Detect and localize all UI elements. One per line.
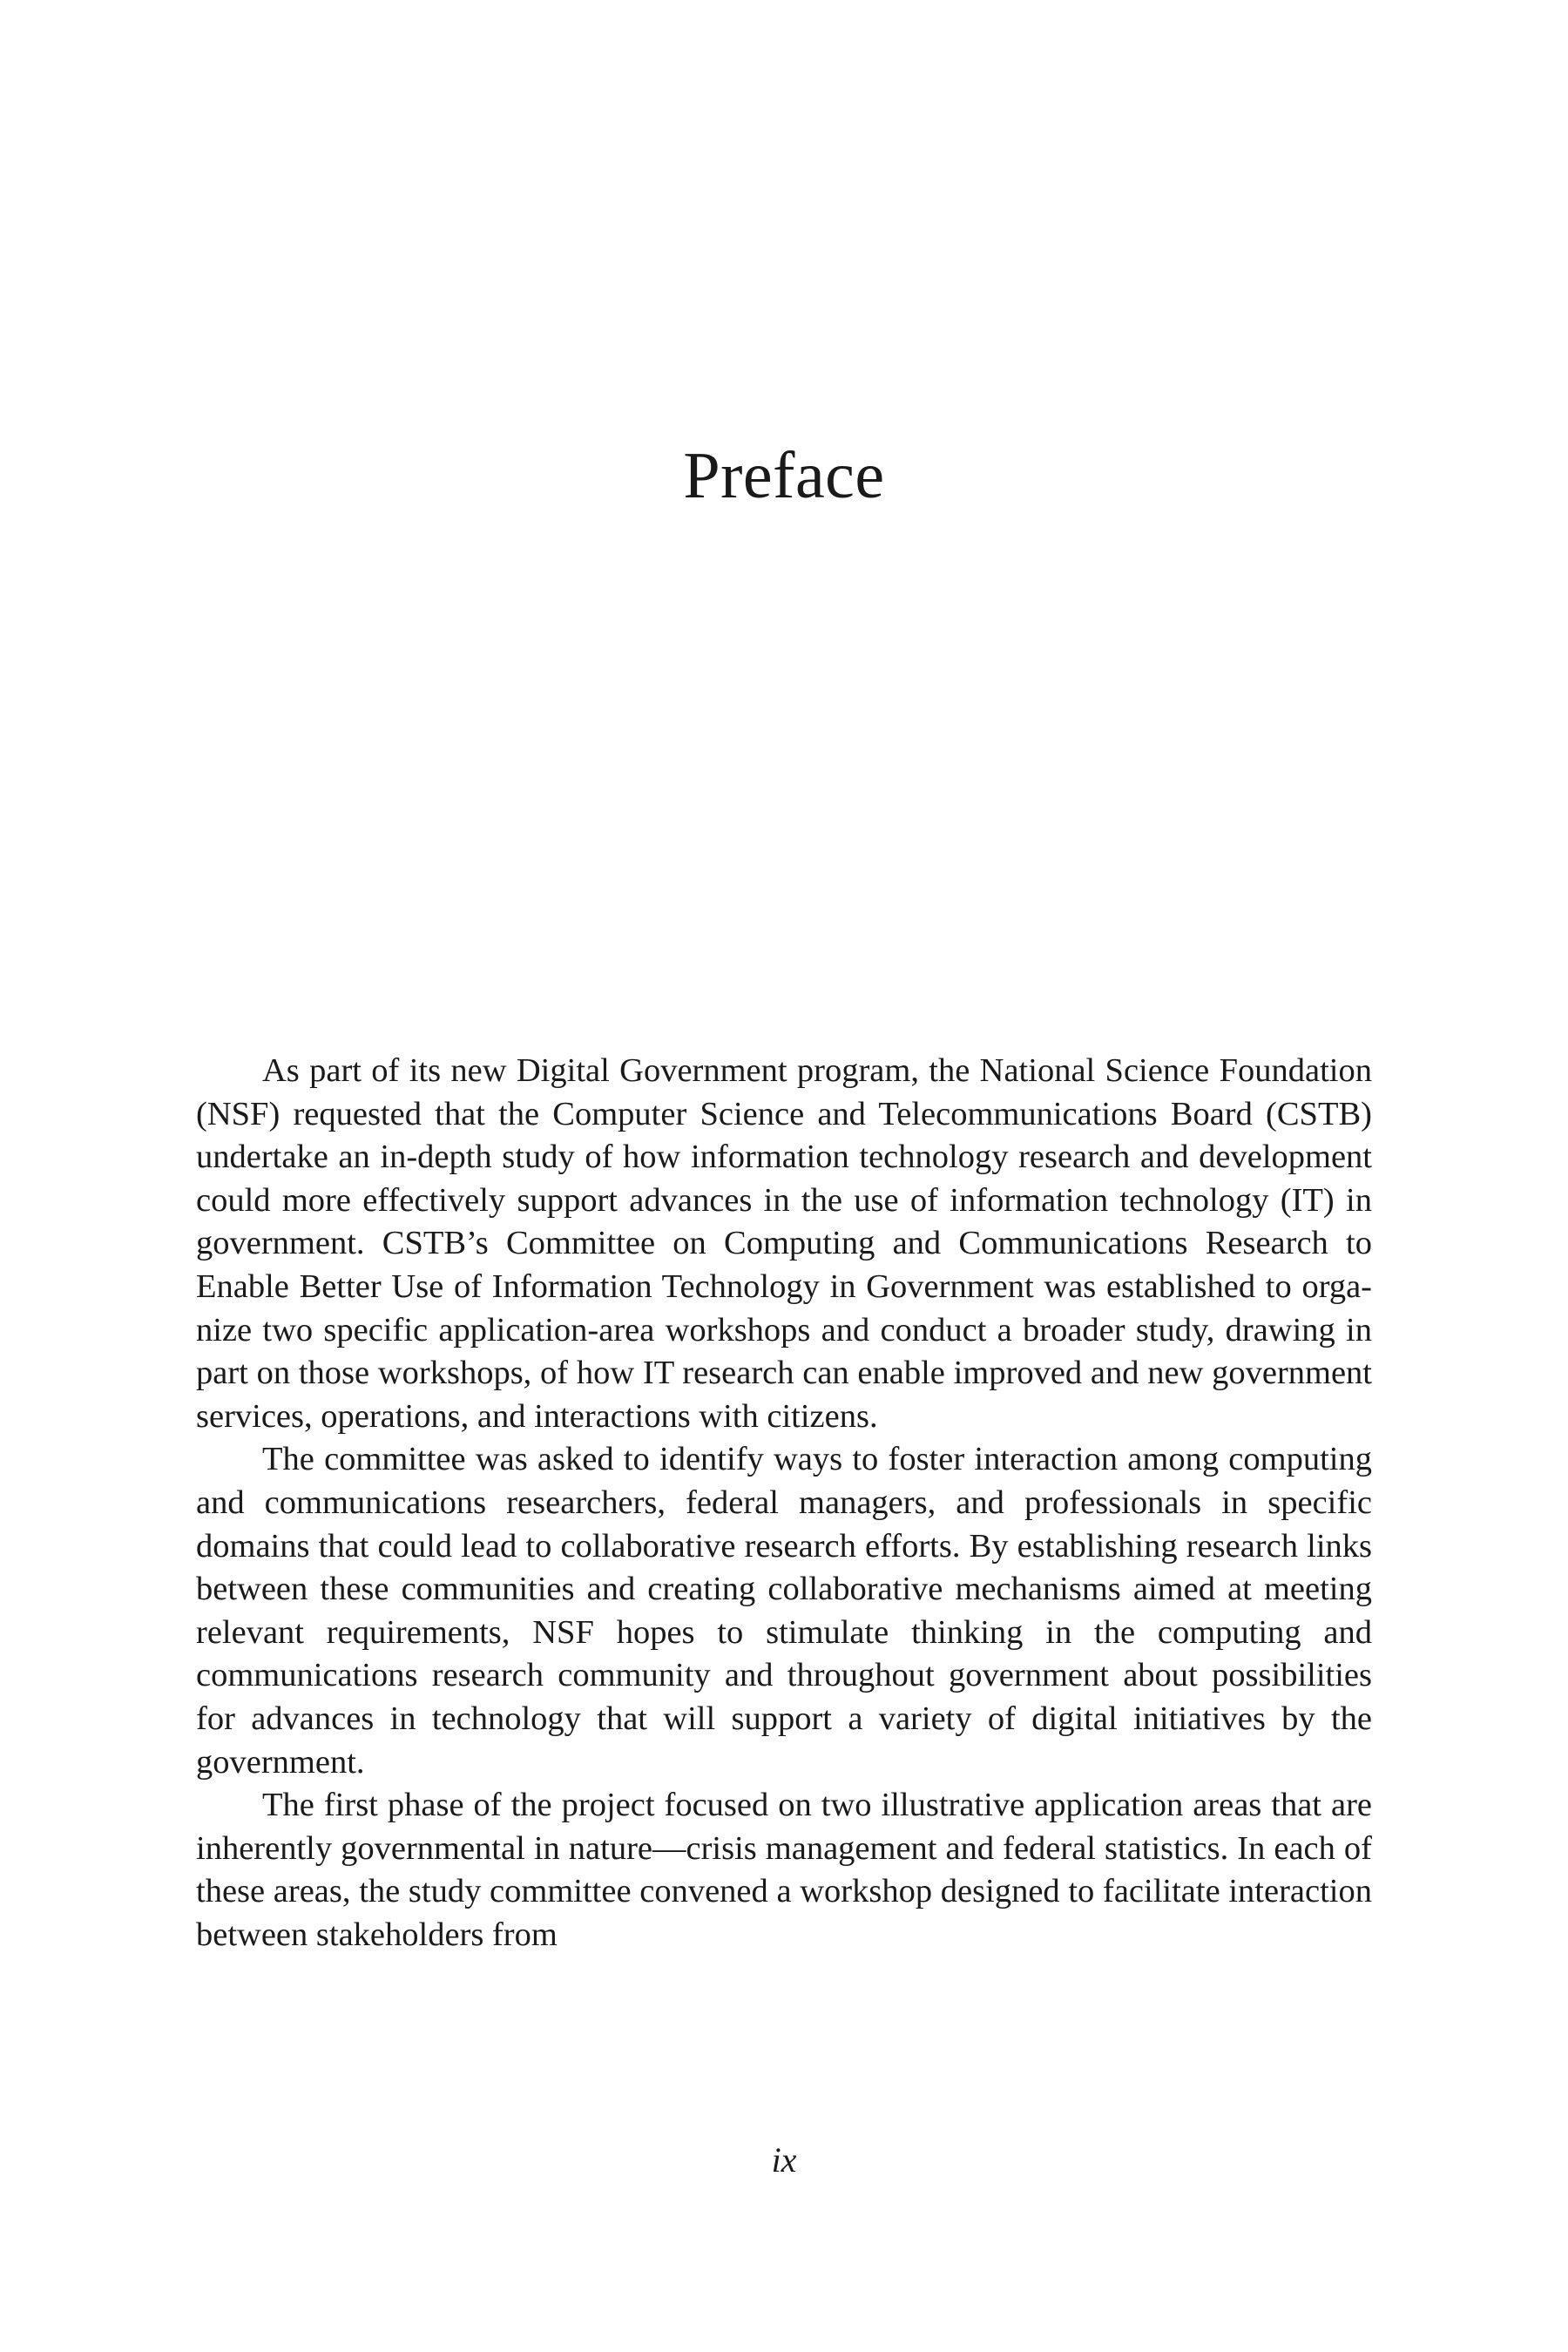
body-text	[196, 1050, 1372, 1957]
paragraph-2: The committee was asked to identify ways to foster interaction among computing and communications researchers, federal managers, and professionals in specific domains that could lead to collaborative research efforts. By establishing research links between these communities and creating collaborative mechanisms aimed at meeting relevant requirements, NSF hopes to stimulate thinking in the computing and communications research community and throughout government about possibilities for advances in technology that will support a variety of digital initiatives by the government.	[196, 1441, 1372, 1781]
paragraph-3: The first phase of the project focused on two illustrative application areas that are inherently governmental in nature—crisis management and federal statistics. In each of these areas, the study committee convened a workshop designed to facilitate interaction between stakeholders from	[196, 1787, 1372, 1953]
paragraph-1: As part of its new Digital Government program, the National Science Foundation (NSF) requested that the Computer Science and Telecommunications Board (CSTB) undertake an in-depth study of how information technology research and development could more effectively support advances in the use of information technology (IT) in government. CSTB’s Committee on Computing and Communications Research to Enable Better Use of Information Technology in Government was established to organize two specific application-area workshops and conduct a broader study, drawing in part on those workshops, of how IT research can enable improved and new government services, operations, and interactions with citizens.	[196, 1052, 1372, 1435]
page-title: Preface	[683, 439, 885, 512]
page-number: ix	[771, 2140, 797, 2180]
